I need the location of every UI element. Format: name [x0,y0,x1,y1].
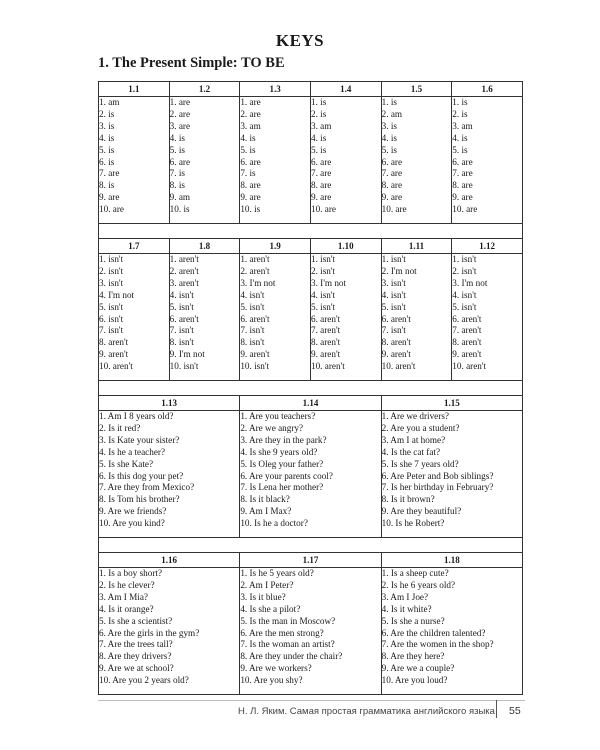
answer-item: 1. aren't [240,254,270,264]
exercise-answers [240,568,381,695]
answer-item: 9. Am I Max? [240,506,292,517]
answer-item: 5. isn't [169,301,194,312]
answer-item: 3. Is it blue? [240,591,286,602]
answer-item: 5. Is the man in Moscow? [240,615,336,626]
answer-item: 2. isn't [310,265,336,276]
answer-item: 1. isn't [99,254,124,264]
answer-item: 7. isn't [99,325,124,336]
answer-item: 7. Are the women in the shop? [381,639,494,650]
answer-item: 5. Is she a scientist? [99,615,173,626]
answer-item: 5. isn't [310,301,336,312]
answer-item: 10. are [452,204,478,215]
answer-item: 5. Is she 7 years old? [381,458,459,469]
answer-item: 5. is [310,144,327,155]
footer-separator [496,700,497,718]
answer-item: 2. is [452,108,468,119]
answer-item: 9. Are we a couple? [381,663,455,674]
answer-item: 3. I'm not [452,277,488,288]
answer-item: 7. Are they from Mexico? [99,482,195,493]
answer-item: 1. isn't [310,254,336,264]
answer-item: 2. Is he clever? [99,579,155,590]
answer-item: 1. Are we drivers? [381,411,449,421]
block-spacer [99,538,523,553]
exercise-label: 1.15 [381,396,522,411]
exercise-answers [240,254,311,381]
answer-item: 8. are [310,180,332,191]
answer-item: 2. Is he 6 years old? [381,579,456,590]
answer-item: 1. are [240,97,261,107]
answer-item: 2. aren't [240,265,270,276]
exercise-answers [381,411,522,538]
answer-item: 10. Are you 2 years old? [99,675,189,686]
exercise-answers [169,254,240,381]
answer-item: 8. are [381,180,403,191]
answer-item: 1. Am I 8 years old? [99,411,174,421]
answer-item: 10. are [99,204,124,215]
answer-item: 7. aren't [310,325,341,336]
answer-item: 7. is [240,168,256,179]
exercise-answers [381,254,452,381]
answer-item: 3. Are they in the park? [240,434,327,445]
exercise-label: 1.9 [240,239,311,254]
answer-item: 9. aren't [381,349,411,360]
answer-item: 8. isn't [169,337,194,348]
answer-item: 3. am [452,120,473,131]
section-title: 1. The Present Simple: TO BE [98,55,285,71]
exercise-label: 1.13 [99,396,240,411]
exercise-answers [99,254,170,381]
answer-item: 5. isn't [99,301,124,312]
answer-item: 8. Are they here? [381,651,445,662]
answer-item: 10. are [381,204,407,215]
answer-item: 10. aren't [452,361,487,372]
answer-item: 4. is [240,132,256,143]
answer-item: 10. isn't [240,361,270,372]
exercise-answers-row [99,254,523,381]
answer-item: 4. Is the cat fat? [381,446,441,457]
answer-item: 9. are [310,192,332,203]
answer-item: 4. isn't [240,289,265,300]
answer-item: 7. Is her birthday in February? [381,482,494,493]
answer-item: 8. aren't [310,337,341,348]
answer-item: 5. isn't [381,301,406,312]
answer-item: 6. isn't [99,313,124,324]
answer-item: 3. are [169,120,191,131]
answer-item: 4. isn't [169,289,194,300]
answer-item: 4. Is he a teacher? [99,446,166,457]
answer-item: 1. am [99,97,120,107]
answer-item: 4. Is she 9 years old? [240,446,318,457]
exercise-answers [240,97,311,224]
answer-item: 9. aren't [99,349,129,360]
answer-item: 8. aren't [452,337,482,348]
answer-item: 9. Are we workers? [240,663,312,674]
answer-item: 4. isn't [310,289,336,300]
answer-item: 1. is [310,97,327,107]
exercise-header-row [99,553,523,568]
answer-item: 7. aren't [452,325,482,336]
answer-item: 2. Is it red? [99,422,141,433]
answer-item: 9. aren't [310,349,341,360]
answer-item: 10. isn't [169,361,199,372]
answer-item: 6. Are Peter and Bob siblings? [381,470,494,481]
answer-item: 4. I'm not [99,289,135,300]
answer-item: 8. are [240,180,261,191]
exercise-label: 1.5 [381,82,452,97]
answer-item: 6. aren't [169,313,199,324]
answer-item: 10. Are you loud? [381,675,448,686]
answer-item: 4. is [310,132,327,143]
answer-item: 1. aren't [169,254,199,264]
answer-item: 7. Is the woman an artist? [240,639,335,650]
answer-item: 9. are [240,192,261,203]
answer-item: 4. Is it white? [381,603,432,614]
answer-item: 3. I'm not [240,277,276,288]
answer-item: 5. Is she Kate? [99,458,154,469]
exercise-answers [452,97,523,224]
exercise-label: 1.12 [452,239,523,254]
answer-item: 4. Is she a pilot? [240,603,301,614]
answer-item: 2. Am I Peter? [240,579,294,590]
answer-item: 2. are [169,108,191,119]
answer-item: 7. isn't [381,325,406,336]
answer-item: 9. aren't [452,349,482,360]
answer-item: 6. aren't [381,313,411,324]
answer-item: 4. is [99,132,115,143]
exercise-label: 1.14 [240,396,381,411]
answer-item: 6. aren't [452,313,482,324]
exercise-header-row [99,239,523,254]
answer-item: 2. is [99,108,115,119]
answer-item: 3. am [310,120,332,131]
answer-item: 3. is [381,120,397,131]
exercise-answers [99,411,240,538]
answer-item: 3. I'm not [310,277,347,288]
answer-item: 6. Are the men strong? [240,627,324,638]
answer-item: 5. is [240,144,256,155]
answer-item: 2. are [240,108,261,119]
answer-item: 10. is [240,204,261,215]
answer-item: 8. Is it black? [240,494,290,505]
answer-keys-table [98,81,523,695]
answer-item: 6. are [452,156,473,167]
answer-item: 7. Are the trees tall? [99,639,173,650]
answer-item: 3. Is Kate your sister? [99,434,180,445]
answer-item: 5. isn't [452,301,477,312]
answer-item: 3. Am I Joe? [381,591,429,602]
answer-item: 7. are [381,168,403,179]
answer-item: 10. aren't [381,361,416,372]
answer-item: 3. isn't [99,277,124,288]
answer-item: 8. Is it brown? [381,494,435,505]
answer-item: 5. Is Oleg your father? [240,458,324,469]
answer-item: 6. Are your parents cool? [240,470,333,481]
exercise-answers-row [99,411,523,538]
exercise-answers [381,97,452,224]
answer-item: 2. is [310,108,327,119]
answer-item: 3. am [240,120,261,131]
answer-item: 5. isn't [240,301,265,312]
exercise-label: 1.4 [310,82,381,97]
answer-item: 1. is [381,97,397,107]
answer-item: 7. are [99,168,120,179]
answer-item: 1. Is he 5 years old? [240,568,314,578]
answer-item: 3. Am I Mia? [99,591,148,602]
exercise-label: 1.7 [99,239,170,254]
exercise-answers [169,97,240,224]
answer-item: 3. aren't [169,277,199,288]
exercise-label: 1.2 [169,82,240,97]
answer-item: 2. Are we angry? [240,422,304,433]
answer-item: 9. are [381,192,403,203]
answer-item: 6. aren't [310,313,341,324]
exercise-label: 1.10 [310,239,381,254]
answer-item: 1. are [169,97,191,107]
answer-item: 5. is [99,144,115,155]
answer-item: 10. Are you shy? [240,675,303,686]
answer-item: 4. Is it orange? [99,603,154,614]
answer-item: 7. are [452,168,473,179]
answer-item: 10. Are you kind? [99,518,165,529]
answer-item: 1. is [452,97,468,107]
answer-item: 9. aren't [240,349,270,360]
exercise-answers [99,97,170,224]
exercise-answers [452,254,523,381]
footer-divider [98,700,525,701]
footer-book-title: Н. Л. Яким. Самая простая грамматика английского языка [238,706,495,717]
answer-item: 4. isn't [452,289,477,300]
answer-item: 4. is [381,132,397,143]
block-spacer [99,224,523,239]
block-spacer [99,381,523,396]
exercise-header-row [99,82,523,97]
exercise-header-row [99,396,523,411]
answer-item: 1. Are you teachers? [240,411,316,421]
answer-item: 10. Is he Robert? [381,518,445,529]
page-number: 55 [509,705,521,717]
answer-item: 2. isn't [99,265,124,276]
exercise-answers [240,411,381,538]
answer-item: 9. Are we at school? [99,663,174,674]
answer-item: 9. am [169,192,191,203]
answer-item: 2. am [381,108,403,119]
answer-item: 6. Is this dog your pet? [99,470,184,481]
answer-item: 5. is [381,144,397,155]
answer-item: 2. isn't [452,265,477,276]
exercise-label: 1.18 [381,553,522,568]
answer-item: 4. is [169,132,185,143]
exercise-label: 1.11 [381,239,452,254]
exercise-label: 1.16 [99,553,240,568]
exercise-answers [381,568,522,695]
answer-item: 5. Is she a nurse? [381,615,445,626]
answer-item: 5. is [169,144,185,155]
answer-item: 6. aren't [240,313,270,324]
answer-item: 8. Are they under the chair? [240,651,343,662]
answer-item: 8. aren't [381,337,411,348]
answer-item: 7. isn't [169,325,194,336]
answer-item: 9. Are they beautiful? [381,506,462,517]
exercise-label: 1.1 [99,82,170,97]
answer-item: 10. is [169,204,190,215]
answer-item: 8. is [169,180,185,191]
exercise-label: 1.17 [240,553,381,568]
exercise-answers [99,568,240,695]
answer-item: 2. I'm not [381,265,417,276]
answer-item: 1. isn't [452,254,477,264]
answer-item: 8. aren't [99,337,129,348]
answer-item: 2. Are you a student? [381,422,460,433]
answer-item: 10. are [310,204,336,215]
page-title: KEYS [275,31,325,50]
answer-item: 1. isn't [381,254,406,264]
answer-item: 10. Is he a doctor? [240,518,308,529]
answer-item: 8. are [452,180,473,191]
answer-item: 9. Are we friends? [99,506,167,517]
exercise-answers [310,254,381,381]
answer-item: 6. is [99,156,115,167]
exercise-answers [310,97,381,224]
answer-item: 9. are [99,192,120,203]
answer-item: 6. Are the girls in the gym? [99,627,200,638]
answer-item: 4. is [452,132,468,143]
answer-item: 1. Is a boy short? [99,568,163,578]
answer-item: 6. Are the children talented? [381,627,486,638]
answer-item: 7. are [310,168,332,179]
answer-item: 9. are [452,192,473,203]
answer-item: 8. Is Tom his brother? [99,494,180,505]
answer-item: 8. isn't [240,337,265,348]
answer-item: 3. isn't [381,277,406,288]
answer-item: 6. are [310,156,332,167]
answer-item: 6. are [169,156,191,167]
answer-item: 8. Are they drivers? [99,651,172,662]
answer-item: 7. is [169,168,185,179]
exercise-answers-row [99,97,523,224]
answer-item: 10. aren't [310,361,345,372]
answer-item: 8. is [99,180,115,191]
answer-item: 9. I'm not [169,349,205,360]
exercise-label: 1.3 [240,82,311,97]
answer-item: 6. are [240,156,261,167]
answer-item: 3. Am I at home? [381,434,446,445]
answer-item: 3. is [99,120,115,131]
exercise-answers-row [99,568,523,695]
exercise-label: 1.8 [169,239,240,254]
answer-item: 7. Is Lena her mother? [240,482,324,493]
answer-item: 7. isn't [240,325,265,336]
answer-item: 2. aren't [169,265,199,276]
answer-item: 4. isn't [381,289,406,300]
answer-item: 6. are [381,156,403,167]
exercise-label: 1.6 [452,82,523,97]
answer-item: 1. Is a sheep cute? [381,568,449,578]
answer-item: 10. aren't [99,361,133,372]
answer-item: 5. is [452,144,468,155]
